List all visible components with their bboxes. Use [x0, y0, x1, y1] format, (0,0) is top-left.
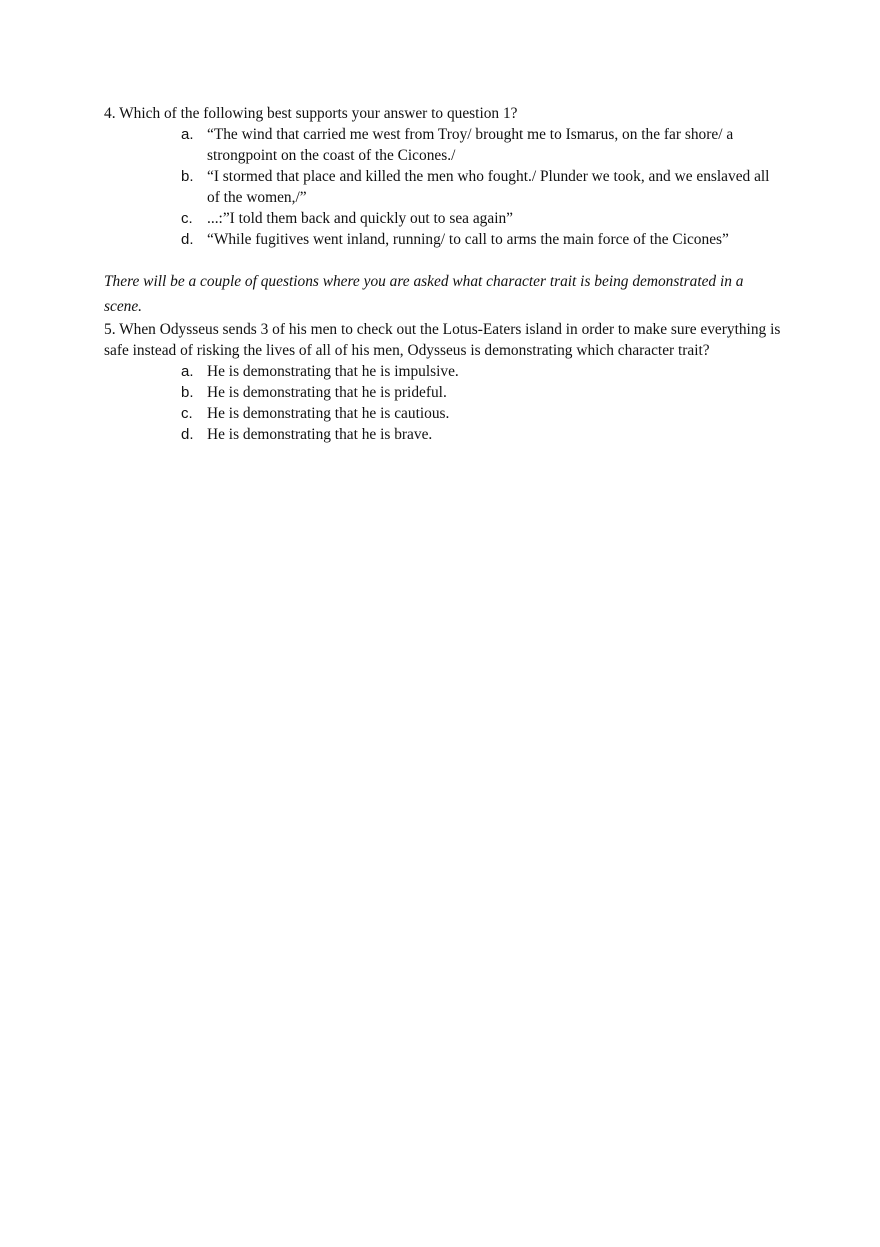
- option-letter: a.: [181, 363, 194, 380]
- question-4-option-a: [104, 124, 784, 166]
- question-5-prompt: 5. When Odysseus sends 3 of his men to check out the Lotus-Eaters island in order to make sure everything is safe instead of risking the lives of all of his men, Odysseus is demonstrating which character trait?: [104, 321, 781, 359]
- option-text: ...:”I told them back and quickly out to sea again”: [207, 210, 514, 227]
- option-text: “While fugitives went inland, running/ to call to arms the main force of the Cicones”: [207, 231, 729, 248]
- option-text: He is demonstrating that he is cautious.: [207, 405, 450, 422]
- option-text: He is demonstrating that he is prideful.: [207, 384, 447, 401]
- option-letter: c.: [181, 210, 193, 227]
- question-5-option-c: [104, 403, 784, 424]
- question-4-prompt: 4. Which of the following best supports your answer to question 1?: [104, 105, 518, 122]
- question-5-option-d: [104, 424, 784, 445]
- question-4-option-d: [104, 229, 784, 250]
- option-text: “I stormed that place and killed the men who fought./ Plunder we took, and we enslaved all of the women,/”: [207, 168, 770, 206]
- option-letter: a.: [181, 126, 194, 143]
- option-letter: c.: [181, 405, 193, 422]
- question-5-options: [104, 361, 784, 445]
- page-content: [104, 103, 784, 445]
- instruction-note: There will be a couple of questions where you are asked what character trait is being demonstrated in a scene.: [104, 273, 744, 315]
- option-letter: b.: [181, 168, 194, 185]
- question-5-option-b: [104, 382, 784, 403]
- option-letter: d.: [181, 426, 194, 443]
- option-letter: b.: [181, 384, 194, 401]
- question-5-option-a: [104, 361, 784, 382]
- question-4-option-c: [104, 208, 784, 229]
- option-letter: d.: [181, 231, 194, 248]
- option-text: He is demonstrating that he is impulsive.: [207, 363, 459, 380]
- question-4-option-b: [104, 166, 784, 208]
- question-4-options: [104, 124, 784, 250]
- option-text: “The wind that carried me west from Troy/ brought me to Ismarus, on the far shore/ a strongpoint on the coast of the Cicones./: [207, 126, 734, 164]
- option-text: He is demonstrating that he is brave.: [207, 426, 433, 443]
